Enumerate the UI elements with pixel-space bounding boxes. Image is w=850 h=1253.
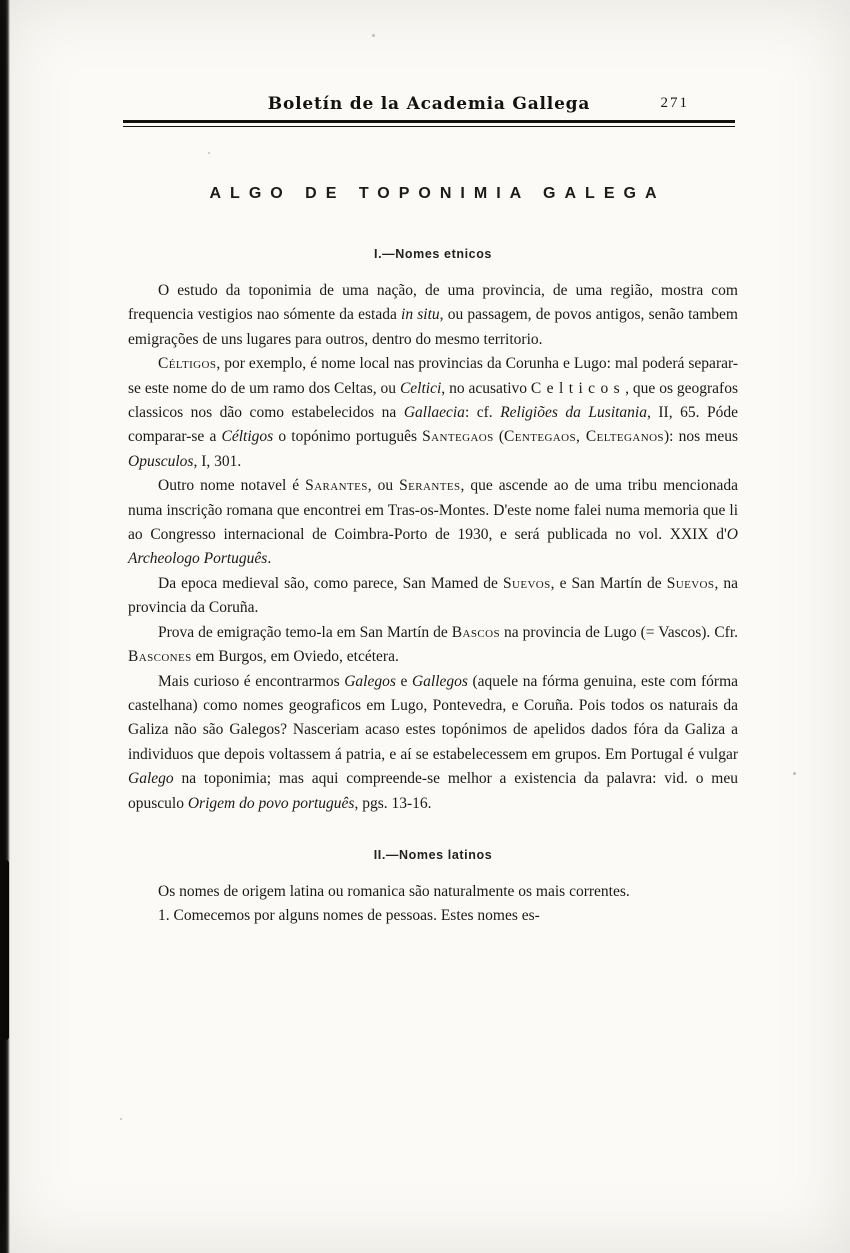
scan-speck bbox=[120, 1118, 122, 1120]
text-run: Santegaos bbox=[422, 428, 494, 446]
text-run: . bbox=[267, 550, 272, 568]
text-run: ): nos meus bbox=[663, 428, 738, 446]
text-run: Opusculos bbox=[128, 452, 194, 470]
text-run: , e San Martín de bbox=[550, 574, 667, 592]
text-run: , que os geografos classicos nos dão como estabelecidos na bbox=[128, 379, 738, 422]
text-run: Outro nome notavel é bbox=[158, 477, 306, 495]
text-run: Céltigos bbox=[221, 428, 274, 446]
text-run: Suevos bbox=[502, 574, 551, 592]
text-run: , II, 65. Póde comparar-se a bbox=[128, 404, 738, 446]
article-body bbox=[128, 247, 738, 929]
text-run: : cf. bbox=[464, 404, 501, 422]
paragraph bbox=[128, 279, 738, 352]
text-run: Religiões da Lusitania bbox=[500, 404, 647, 422]
paragraph bbox=[128, 621, 738, 670]
text-run: Serantes bbox=[399, 477, 461, 495]
page-number: 271 bbox=[660, 95, 689, 111]
text-run: Gallegos bbox=[411, 672, 468, 690]
scan-speck bbox=[372, 34, 375, 37]
text-run: na provincia de Lugo (= Vascos). Cfr. bbox=[500, 623, 738, 641]
paragraph bbox=[128, 474, 738, 572]
text-run: in situ bbox=[401, 306, 440, 324]
text-run: O estudo da toponimia de uma nação, de uma provincia, de uma região, mostra com frequencia vestigios nao sómente da estada bbox=[128, 282, 738, 324]
text-run: Centegaos, Celteganos bbox=[504, 428, 664, 446]
page-header bbox=[123, 94, 735, 114]
text-run: Celticos bbox=[530, 379, 626, 397]
text-run: Celtici bbox=[399, 379, 442, 397]
section-heading: II.—Nomes latinos bbox=[373, 847, 493, 862]
text-run: , I, 301. bbox=[193, 452, 242, 470]
text-run: na toponimia; mas aqui compreende-se melhor a existencia da palavra: vid. o meu opusculo bbox=[128, 770, 738, 812]
section-heading: I.—Nomes etnicos bbox=[374, 247, 492, 261]
text-run: Galego bbox=[128, 770, 174, 788]
paragraph bbox=[128, 572, 738, 621]
text-run: Origem do povo português bbox=[187, 794, 355, 812]
text-run: (aquele na fórma genuina, este com fórma castelhana) como nomes geograficos em Lugo, Pontevedra, e Coruña. Pois todos os naturais da Galiza não são Galegos? Nasceriam acaso estes topónimos de apelidos dados fóra da Galiza a individuos que depois voltassem á patria, e aí se estabelecessem em grupos. Em Portugal é vulgar bbox=[128, 672, 738, 763]
text-run: , por exemplo, é nome local nas provincias da Corunha e Lugo: mal poderá separar-se este nome do de um ramo dos Celtas, ou bbox=[128, 355, 738, 397]
journal-title: Boletín de la Academia Gallega bbox=[267, 94, 591, 114]
text-run: ( bbox=[493, 428, 504, 446]
text-run: em Burgos, em Oviedo, etcétera. bbox=[191, 648, 399, 666]
binding-shadow bbox=[0, 0, 10, 1253]
text-run: , no acusativo bbox=[441, 379, 531, 397]
text-run: Sarantes bbox=[305, 477, 368, 495]
paragraph bbox=[128, 352, 738, 474]
text-run: Mais curioso é encontrarmos bbox=[158, 672, 345, 690]
text-run: Da epoca medieval são, como parece, San Mamed de bbox=[158, 574, 503, 592]
scan-speck bbox=[793, 772, 796, 775]
text-run: , ou passagem, de povos antigos, senão tambem emigrações de uns lugares para outros, dentro do mesmo territorio. bbox=[128, 306, 738, 348]
article-title: ALGO DE TOPONIMIA GALEGA bbox=[209, 185, 666, 202]
text-run: 1. Comecemos por alguns nomes de pessoas. Estes nomes es- bbox=[158, 907, 540, 925]
text-run: , pgs. 13-16. bbox=[354, 794, 432, 812]
header-rule bbox=[123, 120, 735, 127]
text-run: Gallaecia bbox=[403, 404, 465, 422]
article bbox=[128, 185, 738, 929]
header-rule-thin bbox=[123, 126, 735, 127]
text-run: , ou bbox=[367, 477, 400, 495]
paragraph bbox=[128, 670, 738, 816]
text-run: , que ascende ao de uma tribu mencionada numa inscrição romana que encontrei em Tras-os-Montes. D'este nome falei numa memoria que li ao Congresso internacional de Coimbra-Porto de 1930, e será publicada no vol. XXIX d' bbox=[128, 477, 739, 544]
text-run: Galegos bbox=[344, 672, 396, 690]
text-run: Prova de emigração temo-la em San Martín de bbox=[158, 623, 452, 641]
text-run: , na provincia da Coruña. bbox=[128, 574, 738, 617]
paragraph bbox=[128, 880, 738, 904]
paragraph bbox=[128, 904, 738, 928]
text-run: Os nomes de origem latina ou romanica são naturalmente os mais correntes. bbox=[158, 882, 630, 900]
text-run: Bascones bbox=[128, 648, 192, 666]
text-run: o topónimo português bbox=[273, 428, 423, 446]
text-run: Céltigos bbox=[158, 355, 217, 373]
text-run: O Archeologo Português bbox=[128, 526, 738, 568]
scan-speck bbox=[208, 152, 210, 154]
text-run: Suevos bbox=[666, 574, 715, 592]
header-rule-thick bbox=[123, 120, 735, 123]
text-run: e bbox=[395, 672, 412, 690]
text-run: Bascos bbox=[451, 623, 500, 641]
